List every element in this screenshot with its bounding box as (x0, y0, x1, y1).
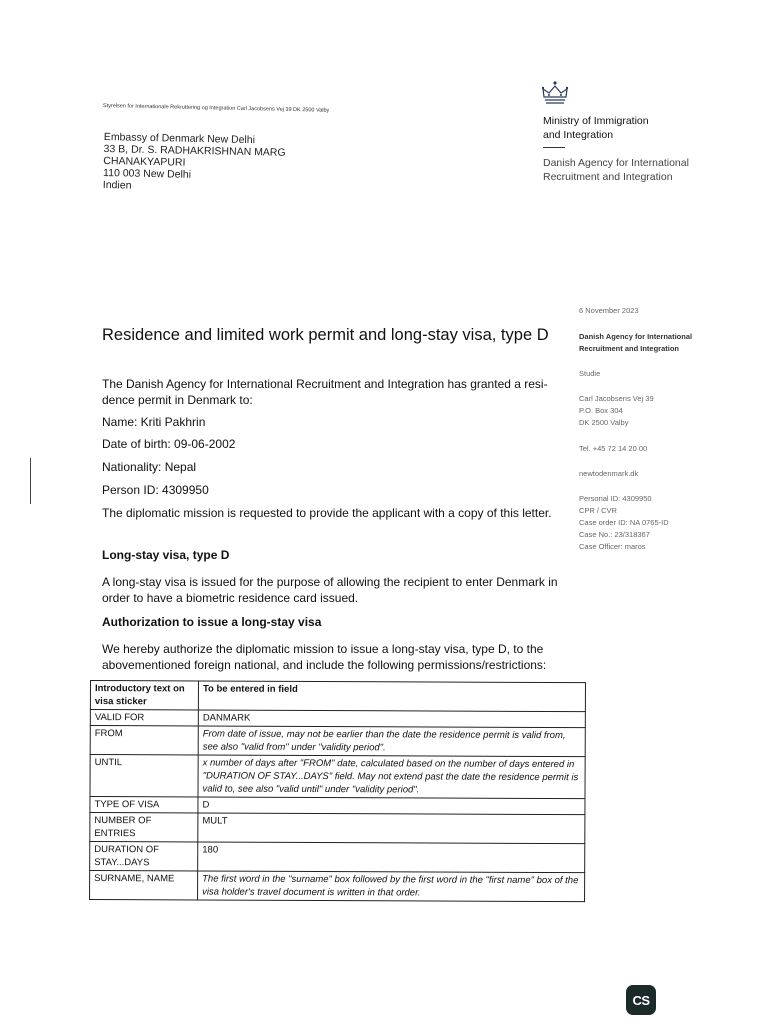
table-cell-value: DANMARK (198, 710, 585, 728)
applicant-person-id: Person ID: 4309950 (102, 483, 209, 497)
crown-icon (539, 80, 571, 106)
applicant-dob: Date of birth: 09-06-2002 (102, 437, 236, 451)
table-row (90, 842, 585, 873)
table-row (90, 813, 585, 844)
visa-fields-table (89, 680, 586, 902)
table-header-cell: Introductory text on visa sticker (90, 681, 198, 710)
ministry-line: Ministry of Immigration (543, 115, 649, 127)
sidebar-ref-line: Case No.: 23/318367 (579, 530, 650, 539)
sidebar-unit: Studie (579, 369, 601, 378)
table-row (90, 755, 585, 799)
table-row (90, 871, 585, 902)
recipient-line: Indien (102, 178, 132, 192)
intro-paragraph: The Danish Agency for International Recruitment and Integration has granted a resi-dence permit in Denmark to: (102, 377, 548, 407)
sidebar-ref-line: Case order ID: NA 0765-ID (579, 518, 669, 527)
sidebar-website: newtodenmark.dk (579, 469, 639, 478)
recipient-line: Embassy of Denmark New Delhi (103, 131, 256, 147)
table-cell-label: FROM (90, 726, 198, 755)
margin-mark (30, 458, 31, 504)
table-cell-label: VALID FOR (90, 710, 198, 726)
sidebar-address-line: P.O. Box 304 (579, 406, 623, 415)
sidebar-agency-line: Recruitment and Integration (579, 344, 680, 353)
table-header-row (90, 681, 585, 712)
sender-address-line: Styrelsen for Internationale Rekruttering og Integration Carl Jacobsens Vej 39 DK 2500 Valby (102, 103, 330, 114)
sidebar-ref-line: CPR / CVR (579, 506, 617, 515)
agency-name (543, 156, 689, 184)
table-cell-label: SURNAME, NAME (90, 871, 198, 900)
sidebar-ref-line: Personal ID: 4309950 (579, 494, 652, 503)
sidebar-address-line: Carl Jacobsens Vej 39 (579, 394, 654, 403)
table-cell-label: DURATION OF STAY...DAYS (90, 842, 198, 871)
agency-line: Recruitment and Integration (543, 171, 673, 183)
letterhead-divider (543, 147, 565, 148)
ministry-line: and Integration (543, 129, 614, 141)
letter-title: Residence and limited work permit and long-stay visa, type D (102, 326, 549, 344)
sidebar-agency-line: Danish Agency for International (579, 332, 693, 341)
recipient-address (103, 131, 286, 195)
agency-line: Danish Agency for International (543, 157, 689, 169)
letter-date: 6 November 2023 (579, 306, 639, 315)
table-header-cell: To be entered in field (198, 681, 585, 712)
table-cell-value: From date of issue, may not be earlier than the date the residence permit is valid from, see also "valid from" under "validity period". (198, 726, 585, 757)
mission-note: The diplomatic mission is requested to provide the applicant with a copy of this letter. (102, 506, 552, 520)
visa-heading: Long-stay visa, type D (102, 548, 230, 562)
table-row (90, 726, 585, 757)
table-cell-label: UNTIL (90, 755, 198, 797)
authorization-paragraph: We hereby authorize the diplomatic mission to issue a long-stay visa, type D, to the abovementioned foreign national, and include the following permissions/restrictions: (102, 642, 547, 672)
table-cell-value: x number of days after "FROM" date, calculated based on the number of days entered in "DURATION OF STAY...DAYS" field. May not extend past the date the residence permit is valid to, see also "valid until" under "validity period". (198, 755, 585, 799)
recipient-line: 110 003 New Delhi (102, 166, 192, 181)
sidebar-phone: Tel. +45 72 14 20 00 (579, 444, 648, 453)
applicant-nationality: Nationality: Nepal (102, 460, 197, 474)
sidebar-address-line: DK 2500 Valby (579, 418, 629, 427)
applicant-name: Name: Kriti Pakhrin (102, 415, 206, 429)
table-cell-value: 180 (198, 842, 585, 873)
table-cell-label: TYPE OF VISA (90, 797, 198, 813)
authorization-heading: Authorization to issue a long-stay visa (102, 615, 322, 629)
ministry-name (543, 114, 649, 142)
recipient-line: 33 B, Dr. S. RADHAKRISHNAN MARG (103, 142, 286, 159)
camscanner-logo: CS (626, 985, 656, 1015)
visa-paragraph: A long-stay visa is issued for the purpose of allowing the recipient to enter Denmark in order to have a biometric residence card issued. (102, 575, 558, 605)
table-cell-value: D (198, 797, 585, 815)
table-cell-value: MULT (198, 813, 585, 844)
table-cell-value: The first word in the "surname" box followed by the first word in the "first name" box of the visa holder's travel document is written in that order. (198, 871, 585, 902)
sidebar-ref-line: Case Officer: maros (579, 542, 646, 551)
recipient-line: CHANAKYAPURI (103, 154, 186, 169)
table-cell-label: NUMBER OF ENTRIES (90, 813, 198, 842)
